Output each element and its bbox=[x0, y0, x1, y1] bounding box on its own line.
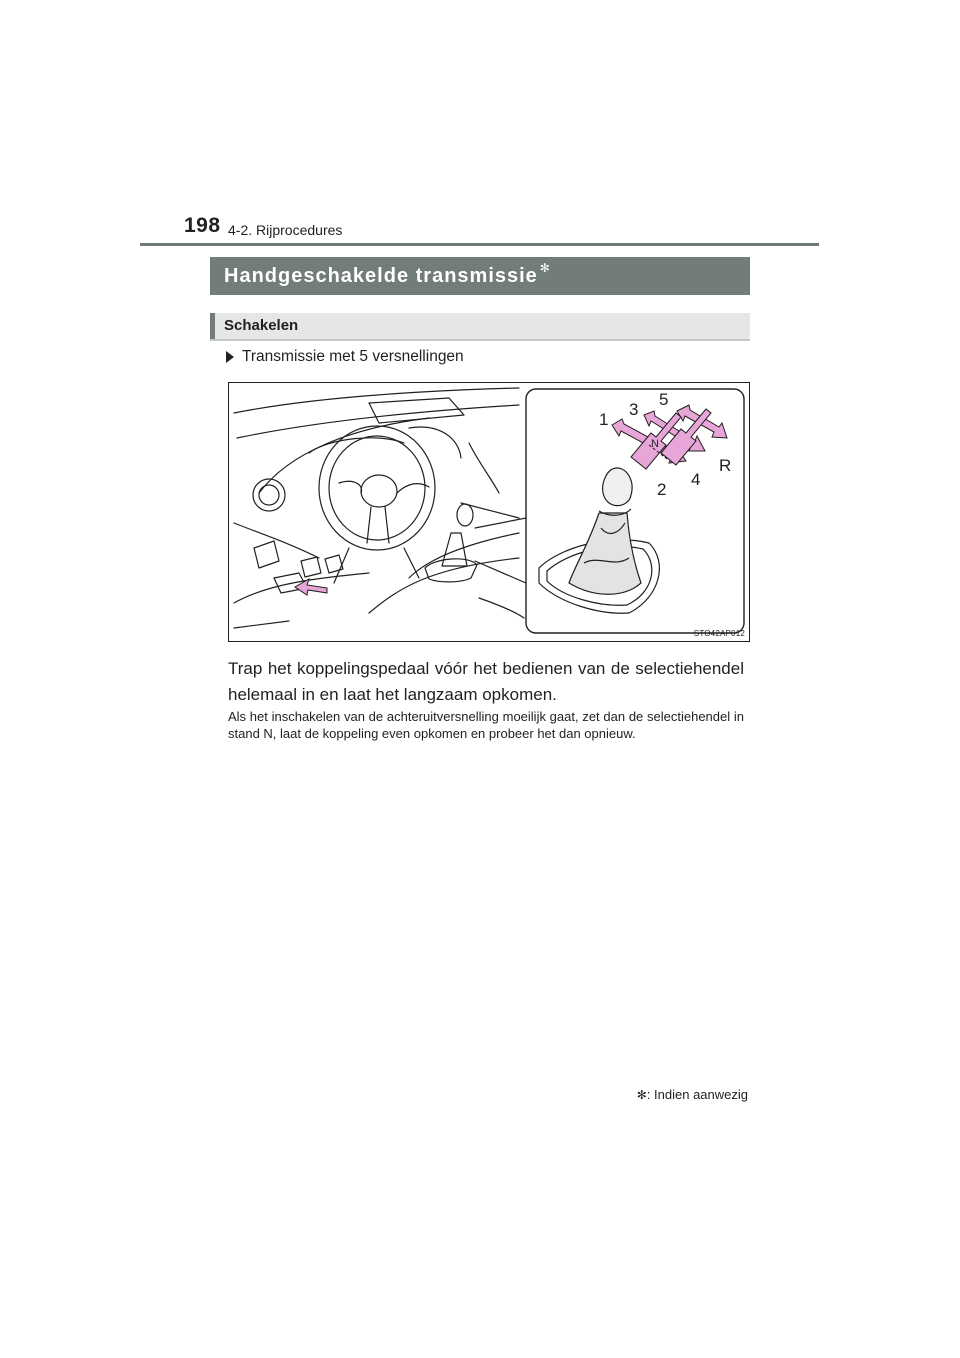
page-number: 198 bbox=[184, 214, 221, 237]
subheading-bar bbox=[210, 313, 750, 341]
section-title-bar bbox=[210, 257, 750, 295]
bullet-item bbox=[226, 348, 464, 366]
note-text: Als het inschakelen van de achteruitversnelling moeilijk gaat, zet dan de selectiehendel in stand N, laat de koppeling even opkomen en probeer het dan opnieuw. bbox=[228, 709, 744, 741]
figure-code: STO42AP012 bbox=[693, 629, 745, 638]
dashboard-illustration bbox=[229, 383, 749, 641]
footnote bbox=[637, 1087, 748, 1102]
section-label: 4-2. Rijprocedures bbox=[228, 222, 343, 238]
gear-label-n: N bbox=[651, 438, 659, 450]
subheading-accent bbox=[210, 313, 215, 339]
footnote-marker: ✻ bbox=[636, 1088, 647, 1102]
gear-label-3: 3 bbox=[629, 400, 639, 419]
gear-label-4: 4 bbox=[691, 470, 701, 489]
instruction-text: Trap het koppelingspedaal vóór het bedienen van de selectiehendel helemaal in en laat het langzaam opkomen. bbox=[228, 659, 744, 704]
gear-label-1: 1 bbox=[599, 410, 609, 429]
illustration bbox=[228, 382, 750, 642]
gear-label-2: 2 bbox=[657, 480, 667, 499]
gear-label-r: R bbox=[719, 456, 732, 475]
bullet-text: Transmissie met 5 versnellingen bbox=[242, 348, 464, 365]
footnote-text: : Indien aanwezig bbox=[646, 1087, 748, 1102]
header-rule bbox=[140, 243, 819, 246]
optional-marker: ✻ bbox=[539, 261, 551, 275]
gear-label-5: 5 bbox=[659, 390, 669, 409]
section-title: Handgeschakelde transmissie bbox=[224, 264, 538, 287]
subheading: Schakelen bbox=[224, 317, 299, 334]
triangle-bullet-icon bbox=[226, 351, 234, 363]
